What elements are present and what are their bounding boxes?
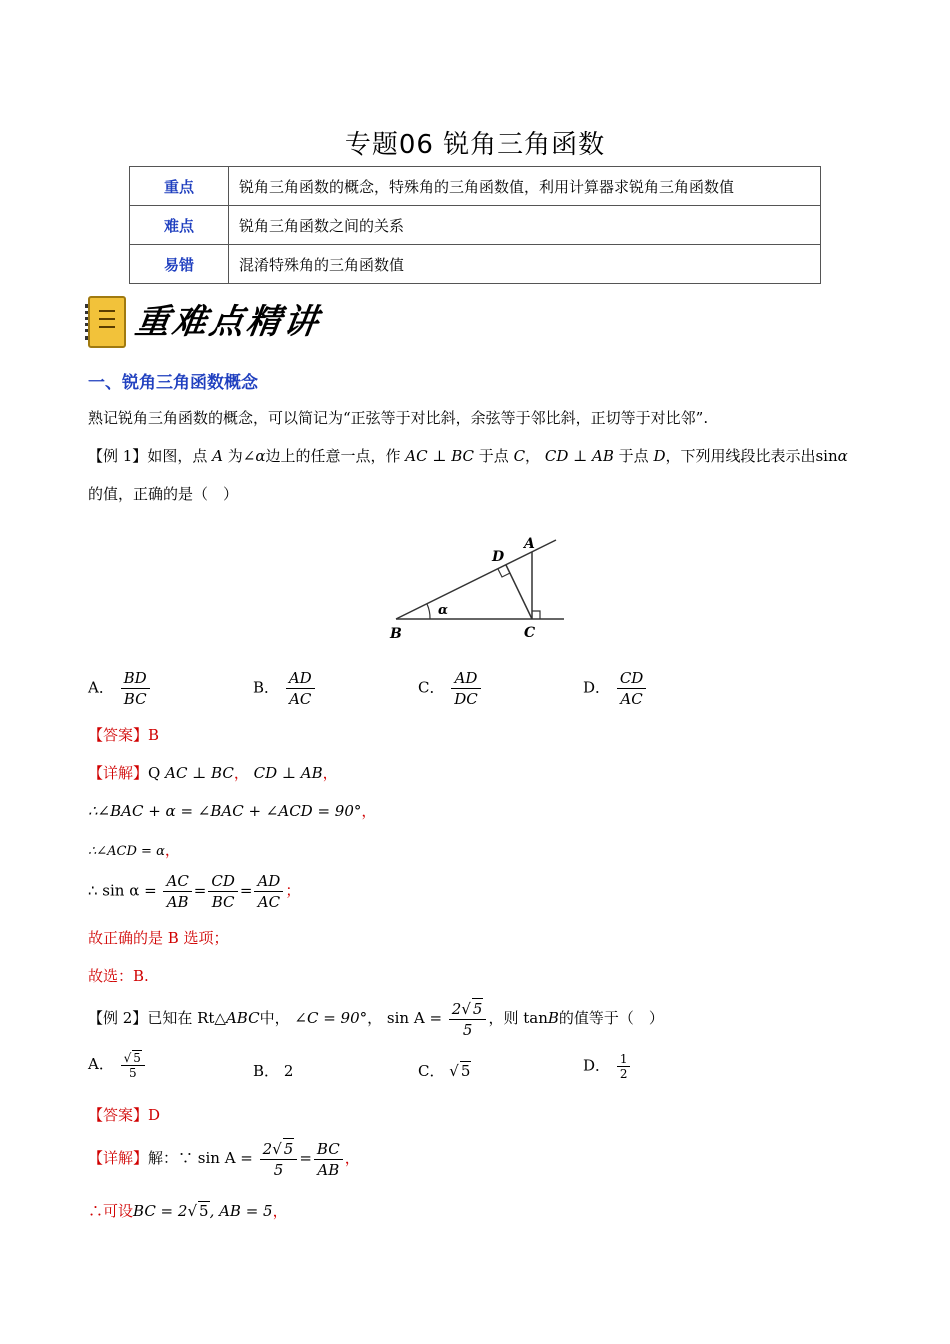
example1-question: 【例 1】如图，点 A 为∠α边上的任意一点，作 AC ⊥ BC 于点 C， CD ⊥ AB 于点 D，下列用线段比表示出sinα: [88, 447, 848, 465]
ex1-detail-line2: ∴∠BAC + α = ∠BAC + ∠ACD = 90°，: [88, 802, 377, 820]
ex1-option-c: C． $\frac{AD}{DC}$: [418, 668, 483, 709]
row-label: 易错: [130, 245, 229, 284]
ex1-detail-line3: ∴∠ACD = α，: [88, 841, 180, 859]
table-row: [130, 167, 821, 206]
row-label: 难点: [130, 206, 229, 245]
ex1-option-d: D． $\frac{CD}{AC}$: [583, 668, 648, 709]
label-B: B: [390, 626, 402, 642]
page-title: 专题06 锐角三角函数: [344, 130, 606, 160]
example2-question: 【例 2】已知在 Rt△ABC中， ∠C = 90°， sin A = $\frac{2√ 5}{5}$ ，则 tanB的值等于（ ）: [88, 1000, 664, 1039]
ex1-option-a: A． $\frac{BD}{BC}$: [88, 668, 152, 709]
section-heading: 一、锐角三角函数概念: [88, 373, 258, 393]
label-D: D: [492, 549, 505, 565]
section-intro: 熟记锐角三角函数的概念，可以简记为“正弦等于对比斜，余弦等于邻比斜，正切等于对比邻”.: [88, 409, 709, 427]
ex2-detail-line2: ∴可设BC = 2√ 5, AB = 5，: [88, 1202, 288, 1220]
table-row: [130, 245, 821, 284]
row-content: 混淆特殊角的三角函数值: [229, 245, 821, 284]
row-label: 重点: [130, 167, 229, 206]
notebook-icon: [88, 296, 126, 348]
triangle-figure: [380, 530, 580, 645]
ex2-option-c: C． √ 5: [418, 1062, 471, 1080]
ex2-detail-line1: 【详解】解：∵ sin A = $\frac{2√ 5}{5}$ = $\frac{BC}{AB}$ ，: [88, 1139, 360, 1179]
ex1-answer: 【答案】B: [88, 726, 160, 744]
label-C: C: [524, 625, 536, 641]
ex1-detail-line6: 故选：B.: [88, 967, 149, 985]
row-content: 锐角三角函数的概念，特殊角的三角函数值，利用计算器求锐角三角函数值: [229, 167, 821, 206]
ex1-detail-line1: 【详解】Q AC ⊥ BC， CD ⊥ AB，: [88, 764, 338, 782]
ex1-detail-line4: ∴ sin α = $\frac{AC}{AB}$ = $\frac{CD}{BC}$ = $\frac{AD}{AC}$ ；: [88, 872, 301, 911]
label-A: A: [524, 536, 535, 552]
banner-title: 重难点精讲: [132, 302, 324, 342]
key-points-table: [129, 166, 821, 284]
ex1-option-b: B． $\frac{AD}{AC}$: [253, 668, 317, 709]
ex1-detail-line5: 故正确的是 B 选项；: [88, 929, 229, 947]
table-row: [130, 206, 821, 245]
label-alpha: α: [438, 603, 449, 618]
ex2-option-a: A． $\frac{√ 5}{5}$: [88, 1050, 147, 1080]
ex2-answer: 【答案】D: [88, 1106, 161, 1124]
example1-question-line2: 的值，正确的是（ ）: [88, 485, 239, 503]
ex2-option-b: B． 2: [253, 1062, 294, 1080]
ex2-option-d: D． $\frac{1}{2}$: [583, 1052, 632, 1081]
row-content: 锐角三角函数之间的关系: [229, 206, 821, 245]
